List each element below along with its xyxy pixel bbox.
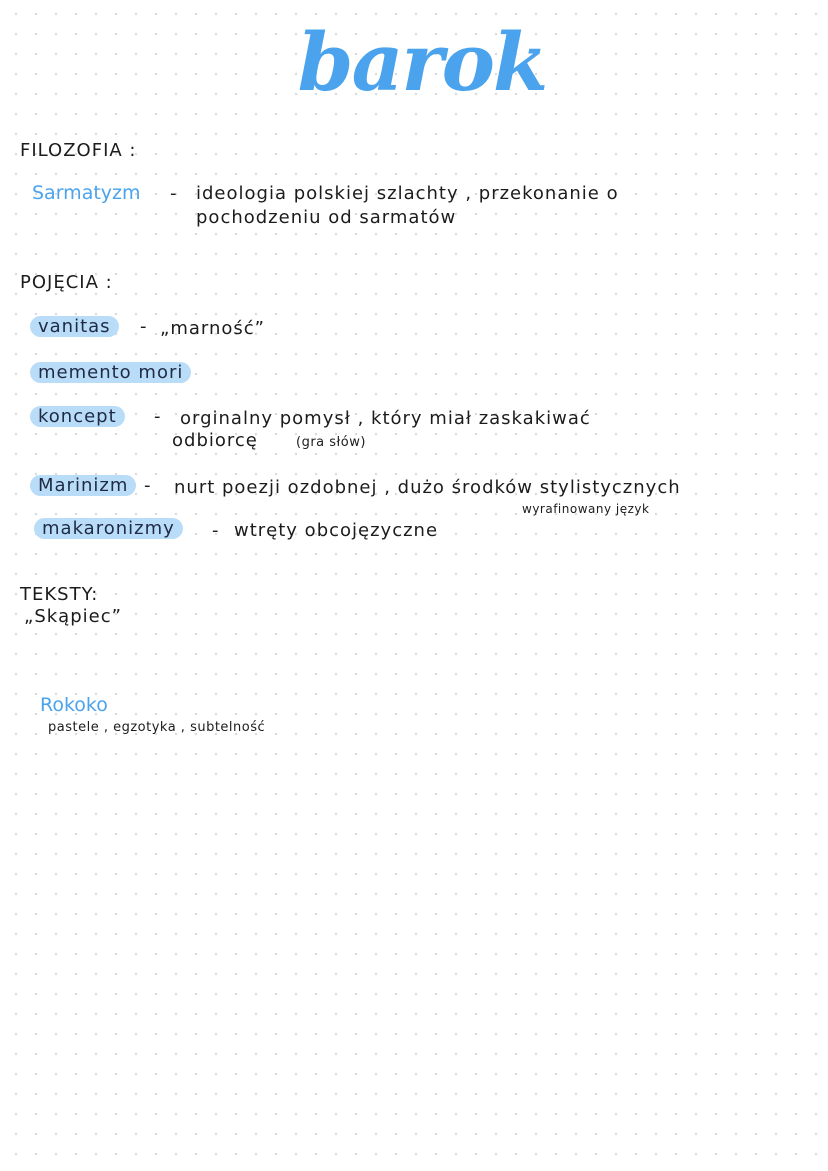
makaronizmy-definition: wtręty obcojęzyczne [234, 520, 439, 541]
term-koncept: koncept [30, 406, 125, 427]
koncept-dash: - [154, 406, 162, 427]
vanitas-definition: „marność” [160, 318, 265, 339]
sarmatyzm-definition-line2: pochodzeniu od sarmatów [196, 207, 457, 228]
koncept-definition-line2: odbiorcę [172, 430, 258, 451]
term-makaronizmy: makaronizmy [34, 518, 183, 539]
marinizm-dash: - [144, 475, 152, 496]
term-marinizm: Marinizm [30, 475, 136, 496]
sarmatyzm-definition-line1: ideologia polskiej szlachty , przekonanie o [196, 183, 619, 204]
sarmatyzm-dash: - [170, 183, 178, 204]
page-title: barok [297, 15, 547, 109]
koncept-definition: orginalny pomysł , który miał zaskakiwać [180, 408, 591, 429]
teksty-heading: TEKSTY: [20, 584, 99, 605]
vanitas-dash: - [140, 316, 148, 337]
pojecia-heading: POJĘCIA : [20, 272, 113, 293]
makaronizmy-dash: - [212, 520, 220, 541]
koncept-note: (gra słów) [296, 435, 366, 450]
sarmatyzm-term: Sarmatyzm [32, 182, 141, 204]
term-vanitas: vanitas [30, 316, 119, 337]
marinizm-note: wyrafinowany język [522, 502, 650, 516]
text-skapiec: „Skąpiec” [24, 606, 122, 627]
term-memento-mori: memento mori [30, 362, 191, 383]
marinizm-definition: nurt poezji ozdobnej , dużo środków stylistycznych [174, 477, 681, 498]
rokoko-heading: Rokoko [40, 694, 108, 716]
rokoko-features: pastele , egzotyka , subtelność [48, 720, 266, 735]
filozofia-heading: FILOZOFIA : [20, 140, 137, 161]
